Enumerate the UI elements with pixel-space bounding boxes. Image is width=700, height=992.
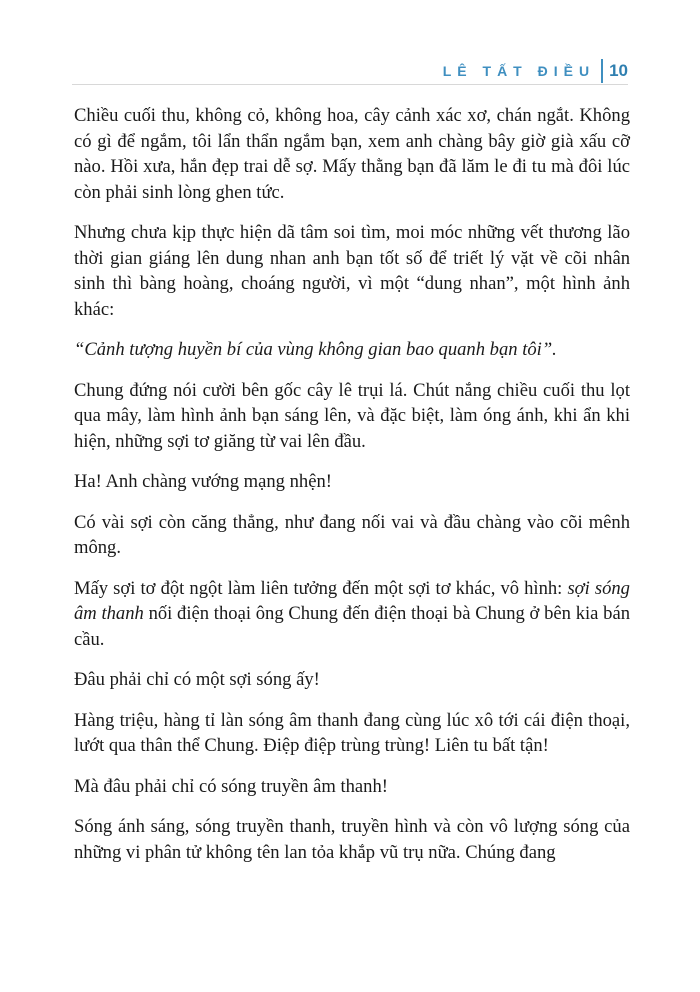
paragraph: Hàng triệu, hàng tỉ làn sóng âm thanh đang cùng lúc xô tới cái điện thoại, lướt qua thân thể Chung. Điệp điệp trùng trùng! Liên tu bất tận! — [74, 709, 630, 756]
paragraph: Nhưng chưa kịp thực hiện dã tâm soi tìm, moi móc những vết thương lão thời gian giáng lên dung nhan anh bạn tốt số để triết lý vặt về cõi nhân sinh thì bàng hoàng, choáng người, vì một “dung nhan”, một hình ảnh khác: — [74, 222, 630, 320]
emphasis-text: sợi sóng âm thanh — [74, 577, 630, 624]
paragraph: Chiều cuối thu, không cỏ, không hoa, cây cảnh xác xơ, chán ngắt. Không có gì để ngắm, tôi lẩn thẩn ngắm bạn, xem anh chàng bây giờ già xấu cỡ nào. Hồi xưa, hắn đẹp trai dễ sợ. Mấy thằng bạn đã lăm le đi tu mà đôi lúc còn phải sinh lòng ghen tức. — [74, 105, 630, 203]
header-separator — [601, 59, 603, 83]
quote-paragraph: “Cảnh tượng huyền bí của vùng không gian bao quanh bạn tôi”. — [74, 339, 557, 360]
paragraph: Ha! Anh chàng vướng mạng nhện! — [74, 471, 332, 492]
paragraph-text: nối điện thoại ông Chung đến điện thoại bà Chung ở bên kia bán cầu. — [74, 603, 630, 650]
paragraph-with-emphasis — [74, 576, 630, 653]
page-header — [72, 58, 628, 84]
paragraph: Chung đứng nói cười bên gốc cây lê trụi lá. Chút nắng chiều cuối thu lọt qua mây, làm hình ảnh bạn sáng lên, và đặc biệt, làm óng ánh, khi ẩn khi hiện, những sợi tơ giăng từ vai lên đầu. — [74, 379, 630, 452]
author-name: LÊ TẤT ĐIỀU — [442, 63, 596, 79]
page-number: 10 — [609, 61, 628, 80]
paragraph: Sóng ánh sáng, sóng truyền thanh, truyền hình và còn vô lượng sóng của những vi phân tử không tên lan tỏa khắp vũ trụ nữa. Chúng đang — [74, 816, 630, 863]
paragraph: Mà đâu phải chỉ có sóng truyền âm thanh! — [74, 775, 388, 797]
header-rule — [72, 84, 628, 85]
paragraph-text: Mấy sợi tơ đột ngột làm liên tưởng đến một sợi tơ khác, vô hình: — [74, 577, 568, 599]
paragraph: Đâu phải chỉ có một sợi sóng ấy! — [74, 669, 320, 690]
main-text — [74, 103, 630, 880]
paragraph: Có vài sợi còn căng thẳng, như đang nối vai và đầu chàng vào cõi mênh mông. — [74, 511, 630, 558]
